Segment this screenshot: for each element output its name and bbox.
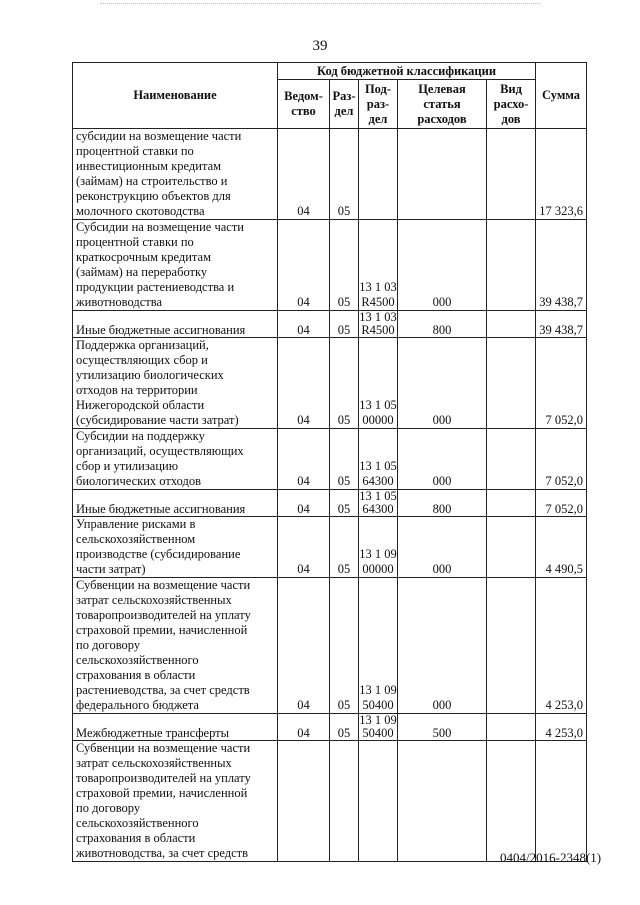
cell-podrazdel: 13 1 05 64300 [359,489,397,516]
cell-name-line: затрат сельскохозяйственных [76,593,232,607]
cell-name-line: Поддержка организаций, [76,338,209,352]
header-podrazdel: Под- раз- дел [359,80,398,129]
cell-celevaya: 000 [398,578,487,714]
cell-vedomstvo: 04 [278,490,330,517]
cell-name-line: страховой премии, начисленной [76,786,248,800]
cell-celevaya: 000 [398,220,487,311]
cell-razdel [330,741,359,862]
document-code: 0404/2016-2348(1) [500,850,602,865]
cell-name-line: по договору [76,801,141,815]
cell-sum: 39 438,7 [536,220,587,311]
cell-name-line: (займам) на переработку [76,265,208,279]
cell-vid [487,741,536,862]
cell-podrazdel [359,129,398,220]
table-row [73,490,587,517]
cell-name-line: товаропроизводителей на уплату [76,771,251,785]
table-row [73,129,587,220]
cell-name-line: краткосрочным кредитам [76,250,211,264]
cell-name-line: утилизацию биологических [76,368,224,382]
cell-vid [487,429,536,490]
table-row [73,338,587,429]
cell-name-line: товаропроизводителей на уплату [76,608,251,622]
cell-sum: 4 253,0 [536,578,587,714]
cell-vid [487,578,536,714]
cell-name [73,490,278,517]
cell-razdel: 05 [330,311,359,338]
cell-sum: 7 052,0 [536,338,587,429]
cell-name-line: Управление рисками в [76,517,196,531]
cell-name-line: Нижегородской области [76,398,205,412]
table-row [73,714,587,741]
header-celevaya: Целевая статья расходов [398,80,487,129]
cell-name [73,429,278,490]
header-name: Наименование [73,63,278,129]
header-vedomstvo: Ведом- ство [278,80,330,129]
cell-name-line: сельскохозяйственном [76,532,196,546]
cell-celevaya [398,129,487,220]
cell-name-line: Иные бюджетные ассигнования [76,502,246,516]
cell-podrazdel [359,741,398,862]
cell-vid [487,338,536,429]
cell-name [73,517,278,578]
scan-artifact-line [100,3,540,4]
cell-name [73,129,278,220]
cell-sum: 4 490,5 [536,517,587,578]
cell-podrazdel: 13 1 09 50400 [359,713,397,740]
cell-vedomstvo [278,741,330,862]
cell-podrazdel: 13 1 03 R4500 [359,220,398,311]
cell-name [73,338,278,429]
cell-name-line: затрат сельскохозяйственных [76,756,232,770]
cell-name-line: продукции растениеводства и [76,280,235,294]
cell-name-line: организаций, осуществляющих [76,444,244,458]
cell-name-line: Межбюджетные трансферты [76,726,230,740]
cell-podrazdel: 13 1 09 50400 [359,578,398,714]
cell-podrazdel: 13 1 09 00000 [359,517,398,578]
cell-sum [536,741,587,862]
cell-celevaya: 000 [398,429,487,490]
cell-name [73,578,278,714]
cell-vedomstvo: 04 [278,714,330,741]
header-classification-group: Код бюджетной классификации [278,63,536,80]
table-row [73,429,587,490]
cell-name-line: растениеводства, за счет средств [76,683,250,697]
cell-podrazdel: 13 1 05 00000 [359,338,398,429]
table-row [73,741,587,862]
cell-vedomstvo: 04 [278,517,330,578]
cell-razdel: 05 [330,517,359,578]
cell-name-line: по договору [76,638,141,652]
cell-name [73,714,278,741]
cell-name-line: процентной ставки по [76,144,194,158]
cell-name-line: (субсидирование части затрат) [76,413,239,427]
cell-vedomstvo: 04 [278,429,330,490]
cell-name-line: Субсидии на возмещение части [76,220,244,234]
cell-name-line: федерального бюджета [76,698,199,712]
cell-podrazdel: 13 1 03 R4500 [359,310,397,337]
cell-celevaya [398,741,487,862]
table-row [73,578,587,714]
header-razdel: Раз- дел [330,80,359,129]
cell-vedomstvo: 04 [278,311,330,338]
cell-razdel: 05 [330,429,359,490]
cell-name-line: сельскохозяйственного [76,653,199,667]
cell-name [73,741,278,862]
cell-sum: 17 323,6 [536,129,587,220]
cell-name-line: процентной ставки по [76,235,194,249]
cell-vedomstvo: 04 [278,220,330,311]
cell-vid [487,714,536,741]
cell-vid [487,220,536,311]
table-row [73,220,587,311]
cell-razdel: 05 [330,490,359,517]
table-row [73,311,587,338]
cell-name-line: страховой премии, начисленной [76,623,248,637]
cell-celevaya: 000 [398,517,487,578]
cell-vid [487,490,536,517]
cell-name-line: животноводства [76,295,162,309]
cell-name [73,220,278,311]
cell-name-line: сельскохозяйственного [76,816,199,830]
cell-celevaya: 800 [398,311,487,338]
cell-razdel: 05 [330,220,359,311]
budget-table [72,62,587,862]
cell-name-line: отходов на территории [76,383,198,397]
cell-celevaya: 000 [398,338,487,429]
cell-celevaya: 800 [398,490,487,517]
cell-name-line: инвестиционным кредитам [76,159,222,173]
cell-razdel: 05 [330,338,359,429]
cell-sum: 39 438,7 [536,311,587,338]
cell-razdel: 05 [330,129,359,220]
cell-razdel: 05 [330,714,359,741]
cell-name-line: Субсидии на поддержку [76,429,205,443]
cell-name-line: Субвенции на возмещение части [76,578,251,592]
cell-vedomstvo: 04 [278,129,330,220]
cell-name-line: производстве (субсидирование [76,547,241,561]
cell-celevaya: 500 [398,714,487,741]
cell-name-line: части затрат) [76,562,146,576]
cell-name-line: Иные бюджетные ассигнования [76,323,246,337]
cell-vid [487,129,536,220]
cell-sum: 4 253,0 [536,714,587,741]
header-sum: Сумма [536,63,587,129]
table-row [73,517,587,578]
cell-razdel: 05 [330,578,359,714]
header-vid: Вид расхо- дов [487,80,536,129]
cell-name-line: осуществляющих сбор и [76,353,208,367]
cell-name-line: страхования в области [76,831,196,845]
table-body [73,129,587,862]
cell-name-line: животноводства, за счет средств [76,846,249,860]
cell-podrazdel: 13 1 05 64300 [359,429,398,490]
cell-vedomstvo: 04 [278,578,330,714]
cell-name-line: реконструкцию объектов для [76,189,231,203]
cell-name-line: сбор и утилизацию [76,459,179,473]
cell-name-line: биологических отходов [76,474,201,488]
cell-vedomstvo: 04 [278,338,330,429]
cell-name-line: страхования в области [76,668,196,682]
cell-name-line: субсидии на возмещение части [76,129,242,143]
cell-name-line: Субвенции на возмещение части [76,741,251,755]
cell-name-line: молочного скотоводства [76,204,205,218]
cell-vid [487,311,536,338]
cell-name [73,311,278,338]
cell-sum: 7 052,0 [536,490,587,517]
page-number: 39 [312,38,328,54]
cell-vid [487,517,536,578]
cell-name-line: (займам) на строительство и [76,174,228,188]
cell-sum: 7 052,0 [536,429,587,490]
